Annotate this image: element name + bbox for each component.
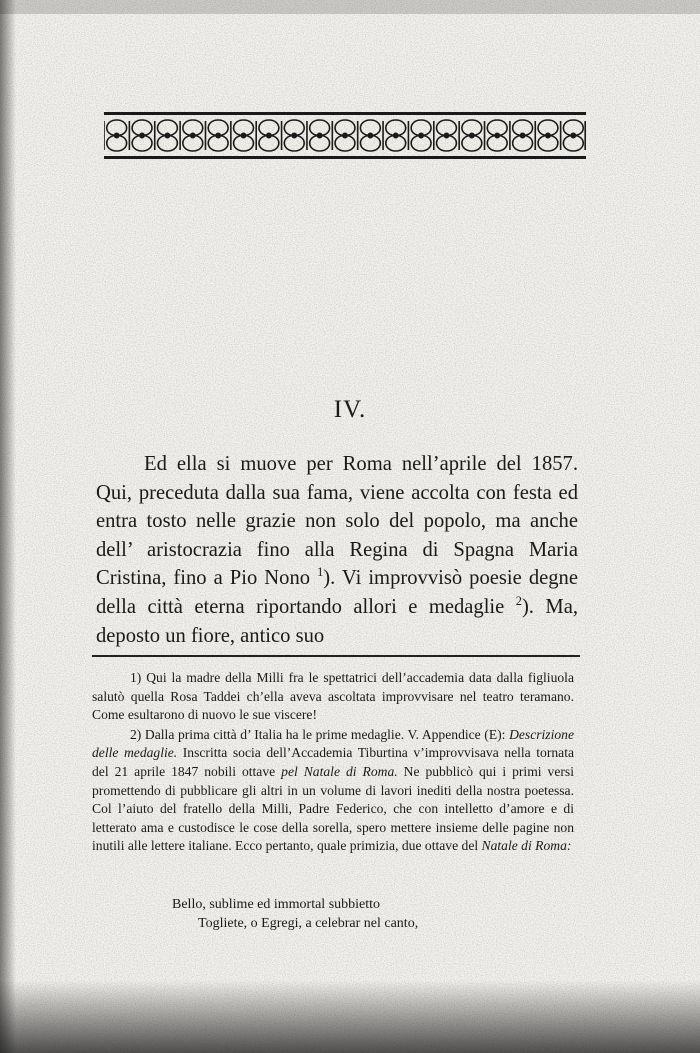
footnote-2-text-e: Ne pubblicò qui i primi versi promettendo di pubblicare gli altri in un volume di lavori inediti della nostra poetessa. Col l’aiuto del fratello della Milli, Padre Federico, che con intelletto d’amore e di letterato ama e custodisce le cose della sorella, spero mettere insieme delle pagine non inutili alle lettere italiane. Ecco pertanto, quale primizia, due ottave del [92, 763, 574, 854]
ornament-unit-icon [383, 120, 406, 151]
paragraph-text-2: ). Vi improvvisò poesie degne della città eterna riportando allori e medaglie [96, 567, 578, 618]
footnote-2 [92, 726, 574, 856]
verse-line-1: Bello, sublime ed immortal subbietto [172, 897, 381, 912]
ornament-unit-icon [434, 120, 457, 151]
footnote-ref-2: 2 [515, 594, 522, 609]
footnote-2-italic-b: Descrizione delle medaglie. [92, 726, 574, 761]
ornament-unit-icon [510, 120, 533, 151]
paragraph-text-1: Ed ella si muove per Roma nell’aprile del 1857. Qui, preceduta dalla sua fama, viene accolta con festa ed entra tosto nelle grazie non solo del popolo, ma anche dell’ aristocrazia fino alla Regina di Spagna Maria Cristina, fino a Pio Nono [96, 453, 578, 590]
ornament-unit-icon [332, 120, 355, 151]
footnote-rule [92, 655, 580, 657]
footnote-ref-1: 1 [317, 565, 324, 580]
footnotes [92, 669, 574, 856]
footnote-2-italic-f: Natale di Roma: [481, 838, 572, 854]
ornament-unit-icon [231, 120, 254, 151]
footnote-2-text-a: 2) Dalla prima città d’ Italia ha le prime medaglie. V. Appendice (E): [130, 726, 510, 742]
footnote-2-text-c: Inscritta socia dell’Accademia Tiburtina v’improvvisava nella tornata del 21 aprile 1847 nobili ottave [92, 745, 575, 779]
verse-line-2: Togliete, o Egregi, a celebrar nel canto, [198, 916, 419, 931]
ornament-unit-icon [282, 120, 305, 151]
ornament-unit-icon [205, 120, 228, 151]
main-paragraph [96, 450, 578, 650]
ornament-unit-icon [129, 120, 152, 151]
ornament-unit-icon [104, 120, 127, 151]
ornament-unit-icon [256, 120, 279, 151]
ornament-unit-icon [561, 120, 584, 151]
footnote-1: 1) Qui la madre della Milli fra le spettatrici dell’accademia data dalla figliuola salutò quella Rosa Taddei ch’ella aveva ascoltata improvvisare nel teatro teramano. Come esultarono di nuovo le sue viscere! [92, 670, 574, 723]
ornament-unit-icon [180, 120, 203, 151]
ornament-unit-icon [459, 120, 482, 151]
ornament-unit-icon [485, 120, 508, 151]
ornament-unit-icon [307, 120, 330, 151]
ornament-unit-icon [408, 120, 431, 151]
ornament-unit-icon [535, 120, 558, 151]
verse-block [92, 895, 574, 933]
paragraph-text-3: ). Ma, deposto un fiore, antico suo [96, 595, 578, 647]
footnote-2-italic-d: pel Natale di Roma. [281, 763, 398, 779]
chapter-heading: IV. [333, 396, 367, 423]
ornament-unit-icon [155, 120, 178, 151]
ornamental-border [104, 112, 586, 160]
ornament-unit-icon [358, 120, 381, 151]
